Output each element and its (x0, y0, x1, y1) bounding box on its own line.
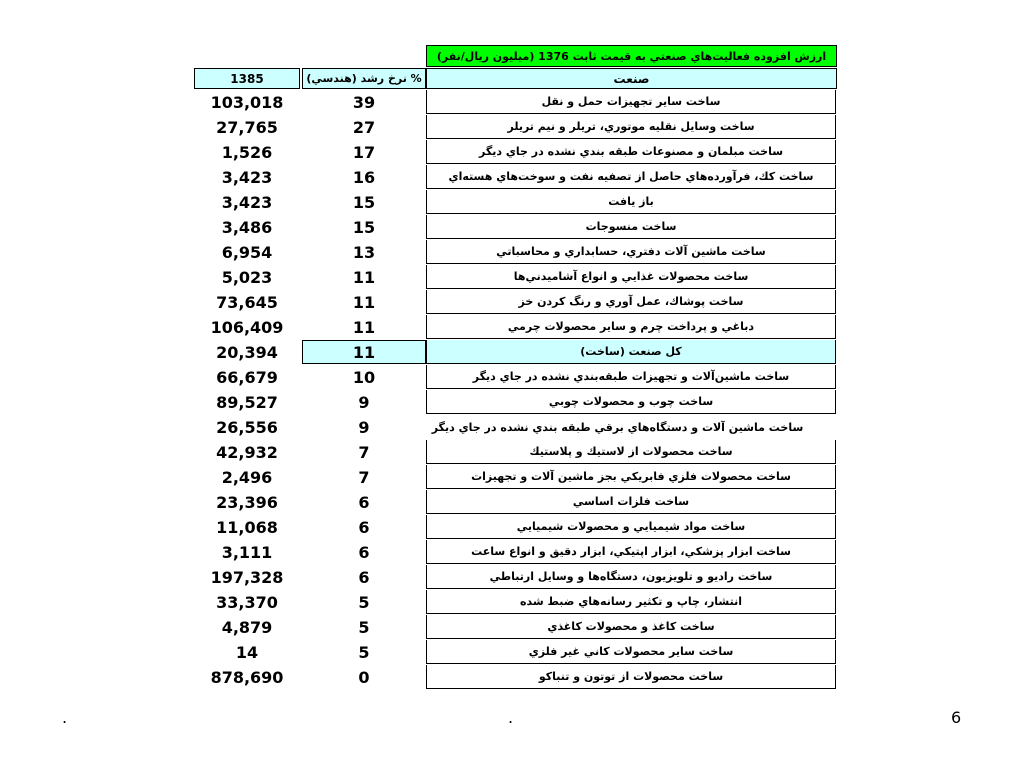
growth-rate: 6 (358, 567, 370, 587)
value-1385: 11,068 (216, 517, 278, 537)
industry-name: ساخت محصولات فلزي فابريكي بجز ماشين آلات و تجهيزات (426, 465, 836, 489)
growth-rate: 5 (358, 617, 370, 637)
industry-name: دباغي و پرداخت چرم و ساير محصولات چرمي (426, 315, 836, 339)
value-1385: 33,370 (216, 592, 278, 612)
industry-name: ساخت ماشين آلات دفتري، حسابداري و محاسباتي (426, 240, 836, 264)
industry-name: ساخت فلزات اساسي (426, 490, 836, 514)
industry-name: ساخت كك، فرآورده‌هاي حاصل از تصفيه نفت و سوخت‌هاي هسته‌اي (426, 165, 836, 189)
footer-center-mark: . (508, 708, 514, 727)
value-1385: 103,018 (210, 92, 284, 112)
header-growth-rate: % نرخ رشد (هندسي) (302, 68, 426, 89)
page-number: 6 (951, 708, 962, 727)
growth-rate: 15 (352, 217, 376, 237)
growth-rate: 11 (302, 340, 426, 364)
value-1385: 4,879 (221, 617, 273, 637)
growth-rate: 17 (352, 142, 376, 162)
industry-name: ساخت چوب و محصولات چوبي (426, 390, 836, 414)
value-1385: 3,111 (221, 542, 273, 562)
growth-rate: 5 (358, 592, 370, 612)
industry-name: ساخت مواد شيميايي و محصولات شيميايي (426, 515, 836, 539)
growth-rate: 11 (352, 292, 376, 312)
growth-rate: 13 (352, 242, 376, 262)
value-1385: 6,954 (221, 242, 273, 262)
growth-rate: 7 (358, 442, 370, 462)
value-1385: 106,409 (210, 317, 284, 337)
value-1385: 27,765 (216, 117, 278, 137)
value-1385: 197,328 (210, 567, 284, 587)
value-1385: 5,023 (221, 267, 273, 287)
growth-rate: 5 (358, 642, 370, 662)
value-1385: 3,423 (221, 167, 273, 187)
industry-name: ساخت كاغذ و محصولات كاغذي (426, 615, 836, 639)
industry-name: ساخت مبلمان و مصنوعات طبقه بندي نشده در جاي ديگر (426, 140, 836, 164)
industry-name: انتشار، چاپ و تكثير رسانه‌هاي ضبط شده (426, 590, 836, 614)
growth-rate: 0 (358, 667, 370, 687)
growth-rate: 39 (352, 92, 376, 112)
table-title: ارزش افزوده فعاليت‌هاي صنعتي به قيمت ثابت 1376 (ميليون ريال/نفر) (426, 45, 837, 67)
value-1385: 66,679 (216, 367, 278, 387)
industry-name: ساخت محصولات از توتون و تنباكو (426, 665, 836, 689)
value-1385: 3,486 (221, 217, 273, 237)
value-1385: 3,423 (221, 192, 273, 212)
value-1385: 2,496 (221, 467, 273, 487)
value-1385: 878,690 (210, 667, 284, 687)
growth-rate: 27 (352, 117, 376, 137)
industry-name: ساخت ماشين آلات و دستگاه‌هاي برقي طبقه بندي نشده در جاي ديگر (431, 420, 804, 434)
industry-name: ساخت ماشين‌آلات و تجهيزات طبقه‌بندي نشده در جاي ديگر (426, 365, 836, 389)
industry-name: باز يافت (426, 190, 836, 214)
growth-rate: 6 (358, 542, 370, 562)
growth-rate: 10 (352, 367, 376, 387)
growth-rate: 16 (352, 167, 376, 187)
industry-name: ساخت محصولات از لاستيك و پلاستيك (426, 440, 836, 464)
header-industry: صنعت (426, 68, 837, 89)
industry-name: ساخت راديو و تلويزيون، دستگاه‌ها و وسايل ارتباطي (426, 565, 836, 589)
value-1385: 26,556 (216, 417, 278, 437)
value-1385: 42,932 (216, 442, 278, 462)
header-year: 1385 (194, 68, 300, 89)
value-1385: 1,526 (221, 142, 273, 162)
growth-rate: 9 (358, 392, 370, 412)
growth-rate: 9 (358, 417, 370, 437)
growth-rate: 15 (352, 192, 376, 212)
growth-rate: 7 (358, 467, 370, 487)
industry-name: ساخت ساير تجهيزات حمل و نقل (426, 90, 836, 114)
industry-name: ساخت وسايل نقليه موتوري، تريلر و نيم تريلر (426, 115, 836, 139)
industry-name: ساخت ابزار پزشكي، ابزار اپتيكي، ابزار دقيق و انواع ساعت (426, 540, 836, 564)
growth-rate: 11 (352, 317, 376, 337)
value-1385: 89,527 (216, 392, 278, 412)
industry-name: ساخت پوشاك، عمل آوري و رنگ كردن خز (426, 290, 836, 314)
value-1385: 20,394 (216, 342, 278, 362)
value-1385: 14 (235, 642, 259, 662)
footer-left-mark: . (62, 708, 68, 727)
value-1385: 23,396 (216, 492, 278, 512)
value-1385: 73,645 (216, 292, 278, 312)
growth-rate: 11 (352, 267, 376, 287)
industry-name: ساخت منسوجات (426, 215, 836, 239)
industry-name: ساخت محصولات غذايي و انواع آشاميدني‌ها (426, 265, 836, 289)
growth-rate: 6 (358, 492, 370, 512)
growth-rate: 6 (358, 517, 370, 537)
industry-name: ساخت ساير محصولات كاني غير فلزي (426, 640, 836, 664)
industry-name: كل صنعت (ساخت) (426, 340, 836, 364)
